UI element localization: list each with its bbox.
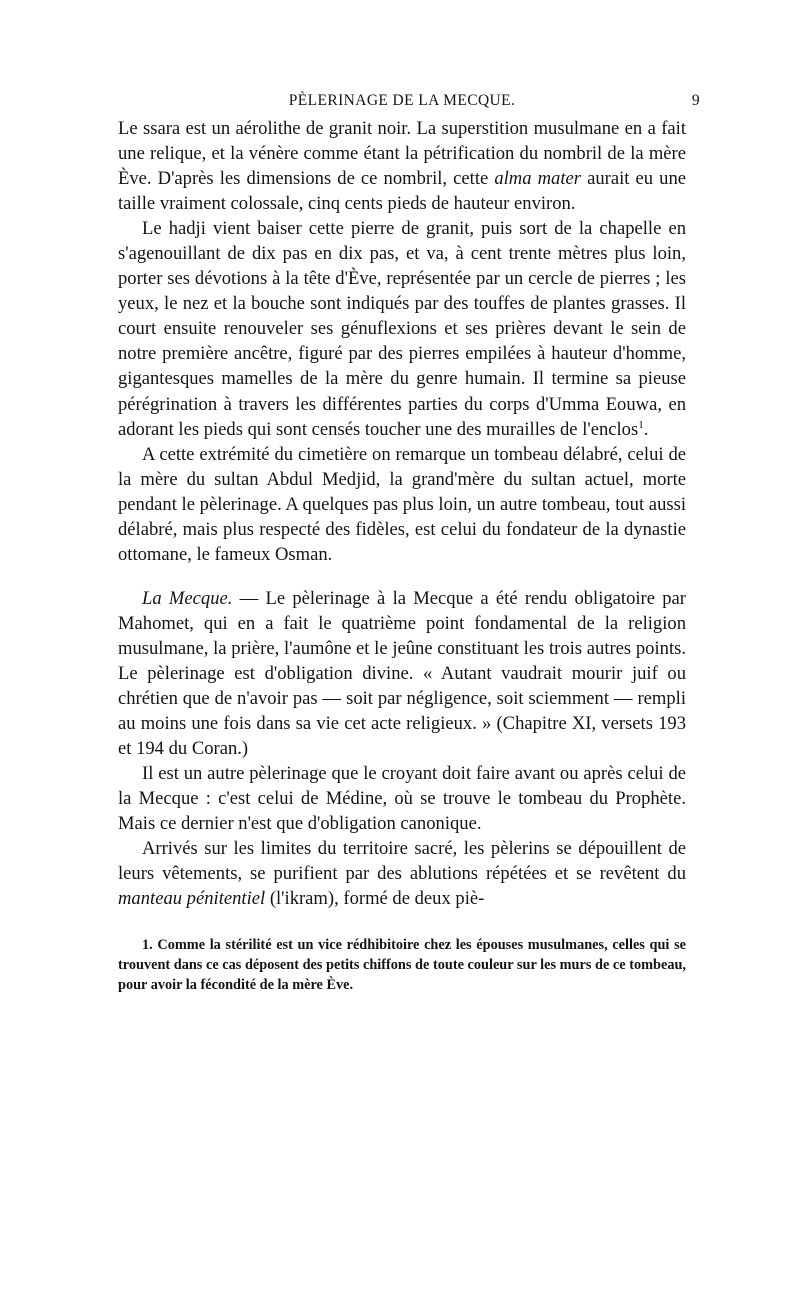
paragraph-medine: Il est un autre pèlerinage que le croyant doit faire avant ou après celui de la Mecque : c'est celui de Médine, où se trouve le tombeau du Prophète. Mais ce dernier n'est que d'obligation canonique. (118, 763, 686, 835)
footnote-text: Comme la stérilité est un vice rédhibitoire chez les épouses musulmanes, celles qui se trouvent dans ce cas déposent des petits chiffons de toute couleur sur les murs de ce tombeau, pour avoir la fécondité de la mère Ève. (118, 937, 686, 994)
running-header (118, 92, 700, 116)
footnote-number: 1. (142, 937, 153, 954)
body-text (118, 116, 686, 911)
footnote (118, 935, 686, 995)
book-page (118, 92, 700, 995)
page-number: 9 (691, 92, 700, 109)
paragraph-la-mecque: La Mecque. — Le pèlerinage à la Mecque a été rendu obligatoire par Mahomet, qui en a fait le quatrième point fondamental de la religion musulmane, la prière, l'aumône et le jeûne constituant les trois autres points. Le pèlerinage est d'obligation divine. « Autant vaudrait mourir juif ou chrétien que de n'avoir pas — soit par négligence, soit sciemment — rempli au moins une fois dans sa vie cet acte religieux. » (Chapitre XI, versets 193 et 194 du Coran.) (118, 587, 686, 760)
paragraph-ssara: Le ssara est un aérolithe de granit noir. La superstition musulmane en a fait une relique, et la vénère comme étant la pétrification du nombril de la mère Ève. D'après les dimensions de ce nombril, cette alma mater aurait eu une taille vraiment colossale, cinq cents pieds de hauteur environ. (118, 118, 686, 215)
paragraph-arrival: Arrivés sur les limites du territoire sacré, les pèlerins se dépouillent de leurs vêtements, se purifient par des ablutions répétées et se revêtent du manteau pénitentiel (l'ikram), formé de deux piè- (118, 838, 686, 910)
footnote-separator (118, 911, 686, 935)
paragraph-cemetery: A cette extrémité du cimetière on remarque un tombeau délabré, celui de la mère du sultan Abdul Medjid, la grand'mère du sultan actuel, morte pendant le pèlerinage. A quelques pas plus loin, un autre tombeau, tout aussi délabré, mais plus respecté des fidèles, est celui du fondateur de la dynastie ottomane, le fameux Osman. (118, 443, 686, 565)
section-heading: La Mecque. (142, 587, 233, 609)
italic-phrase: manteau pénitentiel (118, 888, 266, 910)
italic-phrase: alma mater (494, 168, 581, 190)
paragraph-hadji: Le hadji vient baiser cette pierre de granit, puis sort de la chapelle en s'agenouillant de dix pas en dix pas, et va, à cent trente mètres plus loin, porter ses dévotions à la tête d'Ève, représentée par un cercle de pierres ; les yeux, le nez et la bouche sont indiqués par des touffes de plantes grasses. Il court ensuite renouveler ses génuflexions et ses prières devant le sein de notre première ancêtre, figuré par des pierres empilées à hauteur d'homme, gigantesques mamelles de la mère du genre humain. Il termine sa pieuse pérégrination à travers les différentes parties du corps d'Umma Eouwa, en adorant les pieds qui sont censés toucher une des murailles de l'enclos$^1$. (118, 218, 686, 440)
footnote-reference: 1 (638, 418, 644, 431)
running-title: PÈLERINAGE DE LA MECQUE. (288, 92, 516, 109)
